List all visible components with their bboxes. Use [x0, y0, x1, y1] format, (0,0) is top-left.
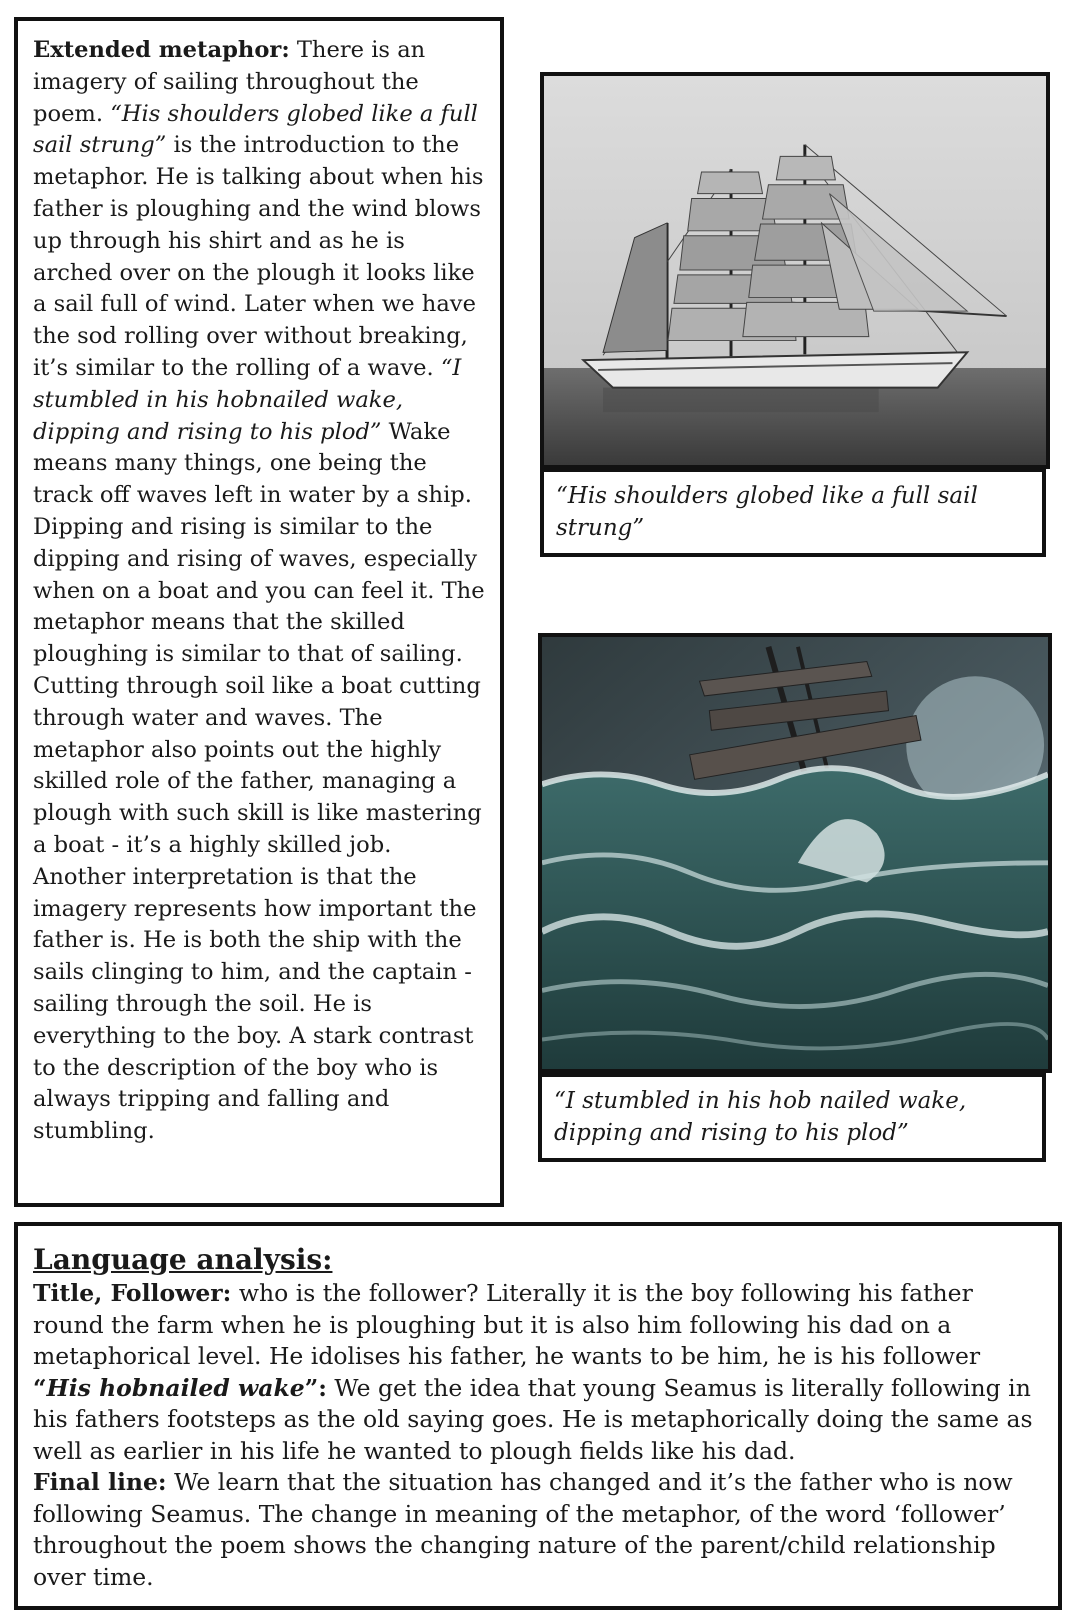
extended-metaphor-label: Extended metaphor: — [33, 37, 290, 63]
analysis-hobnailed-wake — [33, 1373, 1046, 1468]
quote-mark: ”: — [304, 1373, 327, 1402]
text-segment: is the introduction to the metaphor. He is talking about when his father is ploughing and the wind blows up through his shirt and as he is arched over on the plough it looks like a sail full of wind. Later when we have the sod rolling over without breaking, it’s similar to the rolling of a wave. — [33, 132, 484, 381]
extended-metaphor-box — [14, 17, 504, 1207]
language-analysis-heading: Language analysis: — [33, 1243, 333, 1276]
text-segment: There is an imagery of sailing throughout the poem. — [33, 37, 426, 127]
extended-metaphor-paragraph — [33, 35, 488, 1148]
analysis-title-follower — [33, 1278, 1046, 1373]
quote-sail: “His shoulders globed like a full sail strung” — [33, 100, 478, 159]
text-segment: We get the idea that young Seamus is literally following in his fathers footsteps as the old saying goes. He is metaphorically doing the same as well as earlier in his life he wanted to plough fields like his dad. — [33, 1373, 1033, 1465]
hobnailed-wake-label — [33, 1374, 327, 1402]
text-segment: who is the follower? Literally it is the boy following his father round the farm when he is ploughing but it is also him following his dad on a metaphorical level. He idolises his father, he wants to be him, he is his follower — [33, 1279, 981, 1370]
language-analysis-box — [14, 1222, 1062, 1610]
quote-mark: “ — [33, 1373, 47, 1402]
text-segment: We learn that the situation has changed and it’s the father who is now following Seamus. The change in meaning of the metaphor, of the word ‘follower’ throughout the poem shows the changing nature of the parent/child relationship over time. — [33, 1468, 1013, 1591]
ship-calm-caption: “His shoulders globed like a full sail strung” — [540, 468, 1046, 557]
final-line-label: Final line: — [33, 1468, 167, 1496]
ship-storm-caption: “I stumbled in his hob nailed wake, dipping and rising to his plod” — [538, 1073, 1046, 1162]
quote-wake: “I stumbled in his hobnailed wake, dipping and rising to his plod” — [33, 354, 462, 445]
text-segment: Wake means many things, one being the track off waves left in water by a ship. Dipping and rising is similar to the dipping and rising of waves, especially when on a boat and you can feel it. The metaphor means that the skilled ploughing is similar to that of sailing. Cutting through soil like a boat cutting through water and waves. The metaphor also points out the highly skilled role of the father, managing a plough with such skill is like mastering a boat - it’s a highly skilled job. Another interpretation is that the imagery represents how important the father is. He is both the ship with the sails clinging to him, and the captain - sailing through the soil. He is everything to the boy. A stark contrast to the description of the boy who is always tripping and falling and stumbling. — [33, 418, 485, 1145]
tall-ship-calm-image — [540, 72, 1050, 469]
analysis-final-line — [33, 1467, 1046, 1593]
quote-text: His hobnailed wake — [46, 1373, 305, 1402]
title-follower-label: Title, Follower: — [33, 1279, 232, 1307]
ship-storm-image — [538, 633, 1052, 1073]
